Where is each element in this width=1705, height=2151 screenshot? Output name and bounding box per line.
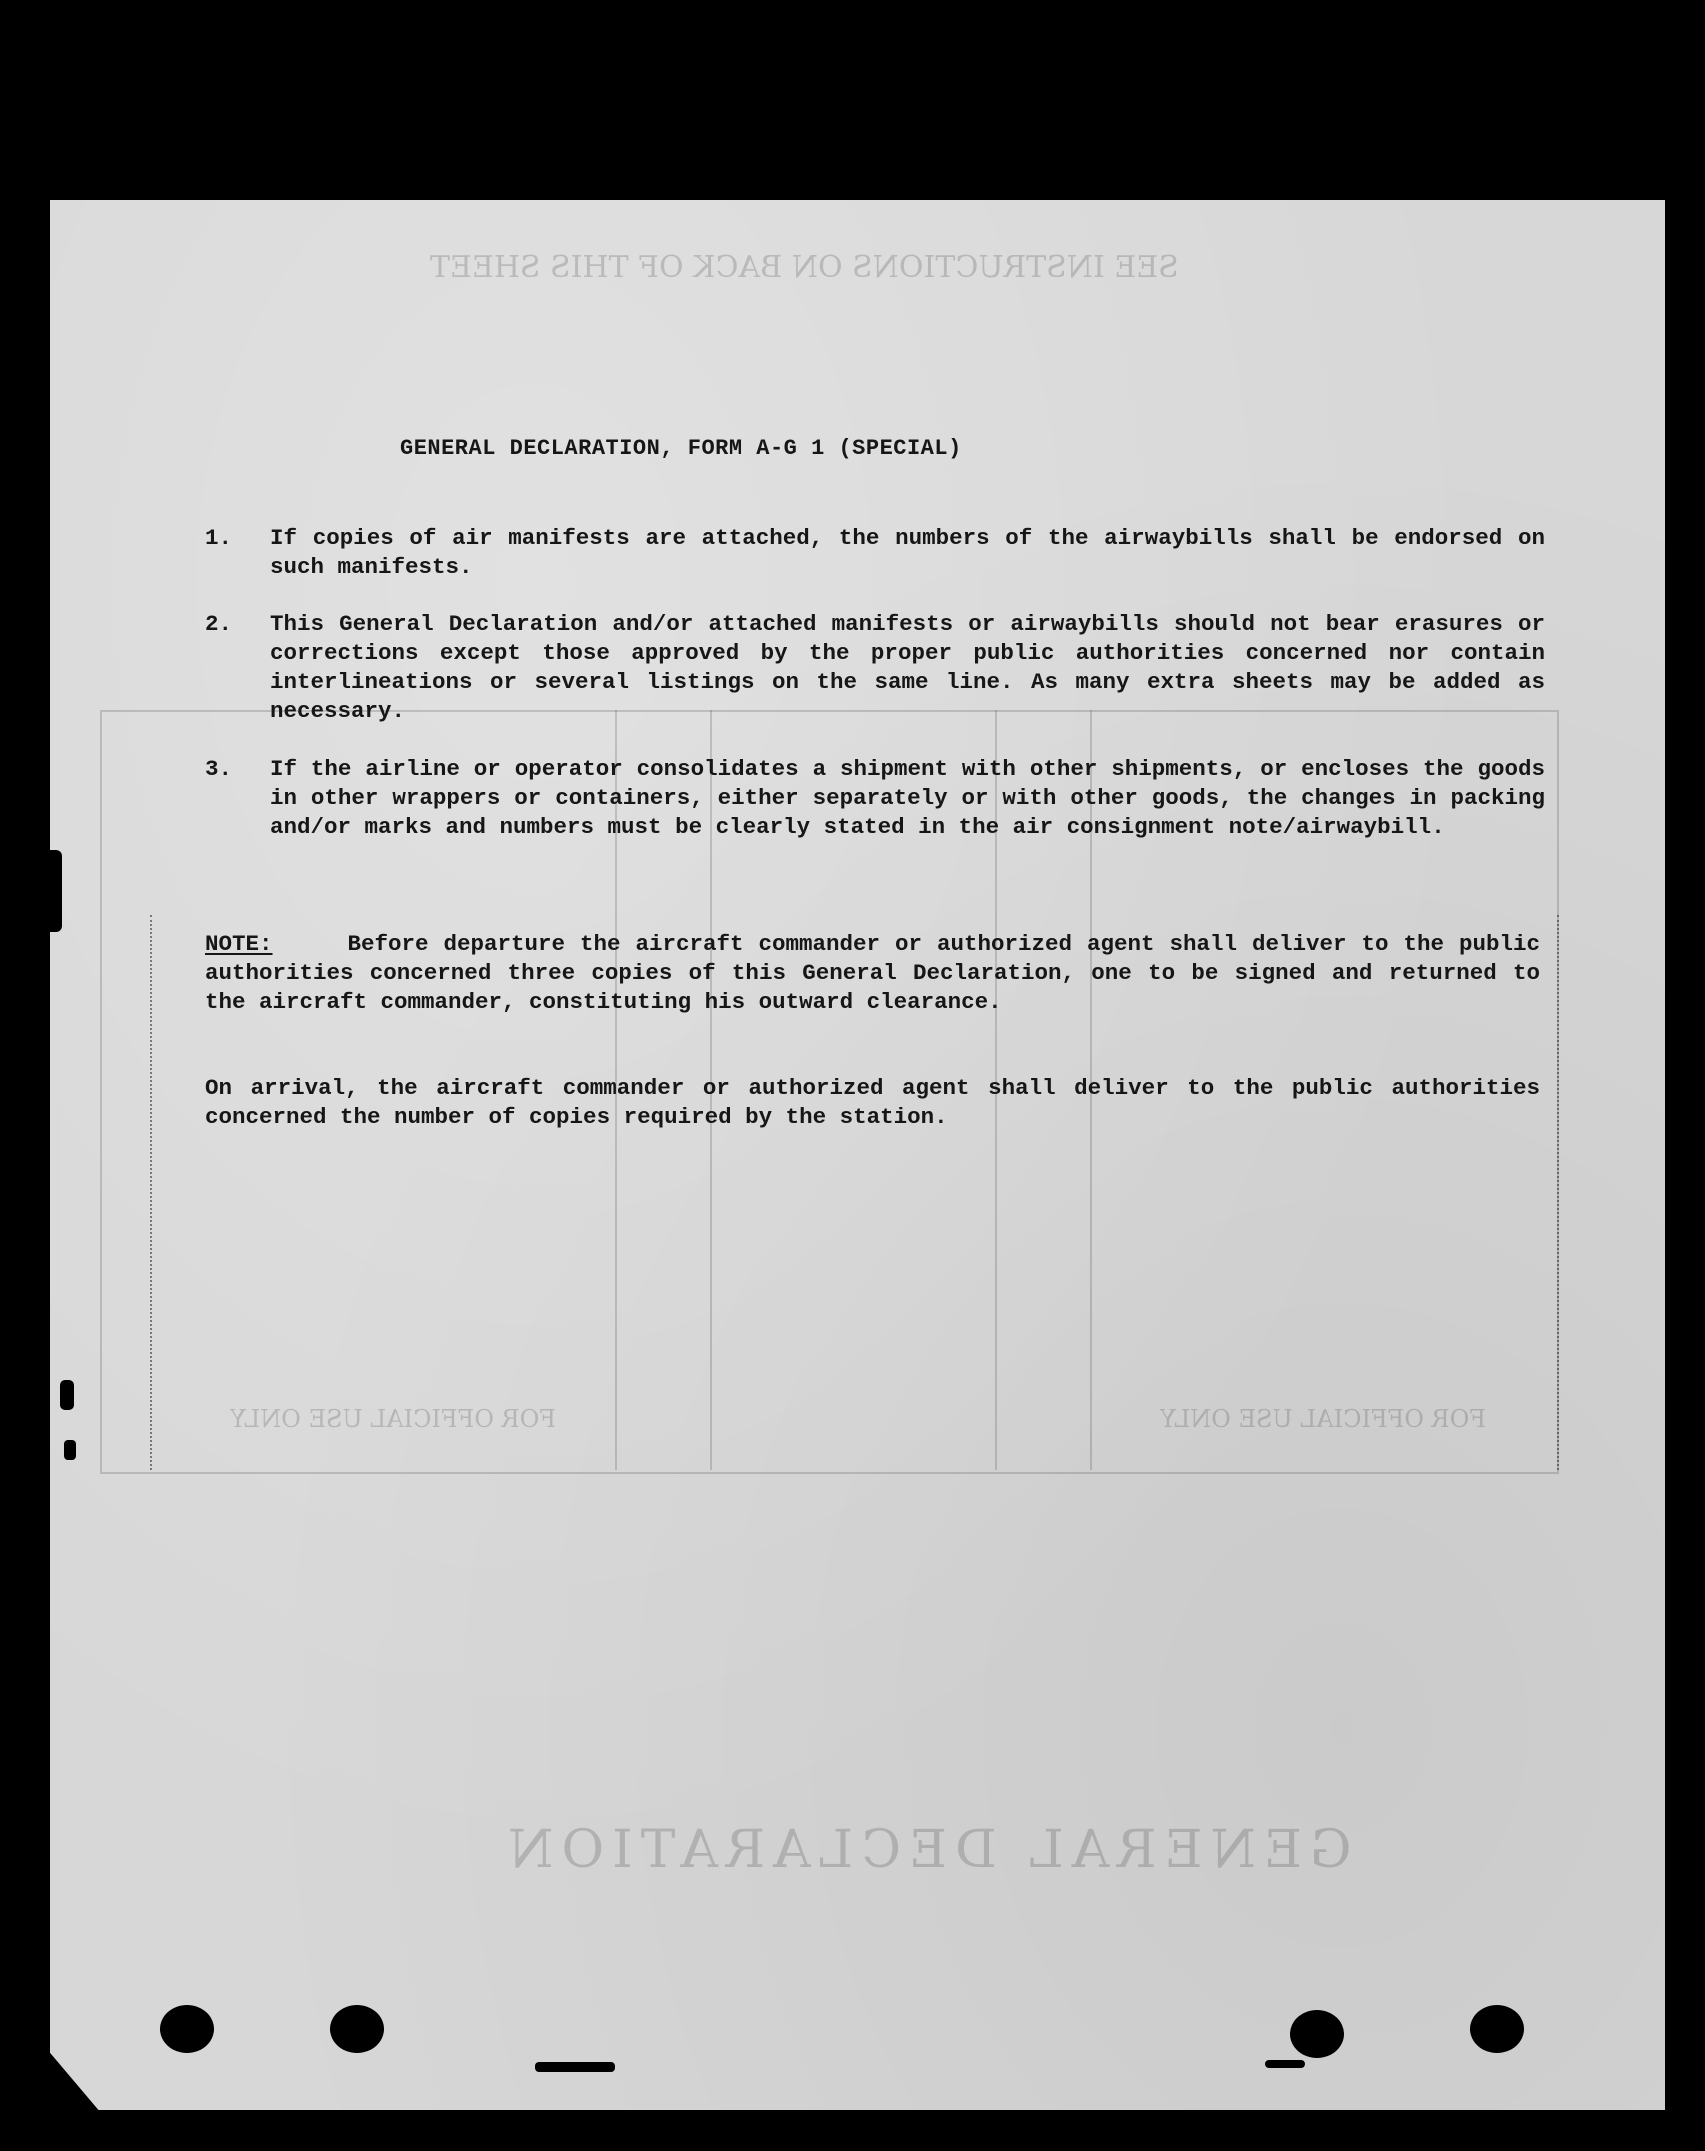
punch-hole (160, 2005, 214, 2053)
form-title: GENERAL DECLARATION, FORM A-G 1 (SPECIAL) (400, 436, 962, 461)
instruction-item (205, 755, 1545, 842)
bleed-through-top-heading: SEE INSTRUCTIONS ON BACK OF THIS SHEET (430, 250, 1179, 285)
item-number: 3. (205, 756, 233, 782)
note-label: NOTE: (205, 931, 273, 957)
bleed-through-official-left: FOR OFFICIAL USE ONLY (230, 1405, 556, 1433)
instruction-item (205, 524, 1545, 582)
edge-tear (44, 850, 62, 932)
edge-tear (1265, 2060, 1305, 2068)
item-number: 2. (205, 611, 233, 637)
item-text: This General Declaration and/or attached manifests or airwaybills should not bear erasures or corrections except those approved by the proper public authorities concerned nor contain interlineations or several listings on the same line. As many extra sheets may be added as necessary. (270, 611, 1545, 724)
item-number: 1. (205, 525, 233, 551)
note-paragraph (205, 930, 1540, 1017)
edge-tear (64, 1440, 76, 1460)
arrival-paragraph: On arrival, the aircraft commander or authorized agent shall deliver to the public authorities concerned the number of copies required by the station. (205, 1075, 1540, 1130)
edge-tear (535, 2062, 615, 2072)
edge-tear (60, 1380, 74, 1410)
punch-hole (1470, 2005, 1524, 2053)
instruction-item (205, 610, 1545, 726)
punch-hole (330, 2005, 384, 2053)
bleed-through-official-right: FOR OFFICIAL USE ONLY (1160, 1405, 1486, 1433)
item-text: If copies of air manifests are attached, the numbers of the airwaybills shall be endorsed on such manifests. (270, 525, 1545, 580)
punch-hole (1290, 2010, 1344, 2058)
note-text: Before departure the aircraft commander or authorized agent shall deliver to the public authorities concerned three copies of this General Declaration, one to be signed and returned to the aircraft commander, constituting his outward clearance. (205, 931, 1540, 1015)
bleed-through-large-heading: GENERAL DECLARATION (500, 1820, 1352, 1880)
item-text: If the airline or operator consolidates a shipment with other shipments, or encloses the goods in other wrappers or containers, either separately or with other goods, the changes in packing and/or marks and numbers must be clearly stated in the air consignment note/airwaybill. (270, 756, 1545, 840)
